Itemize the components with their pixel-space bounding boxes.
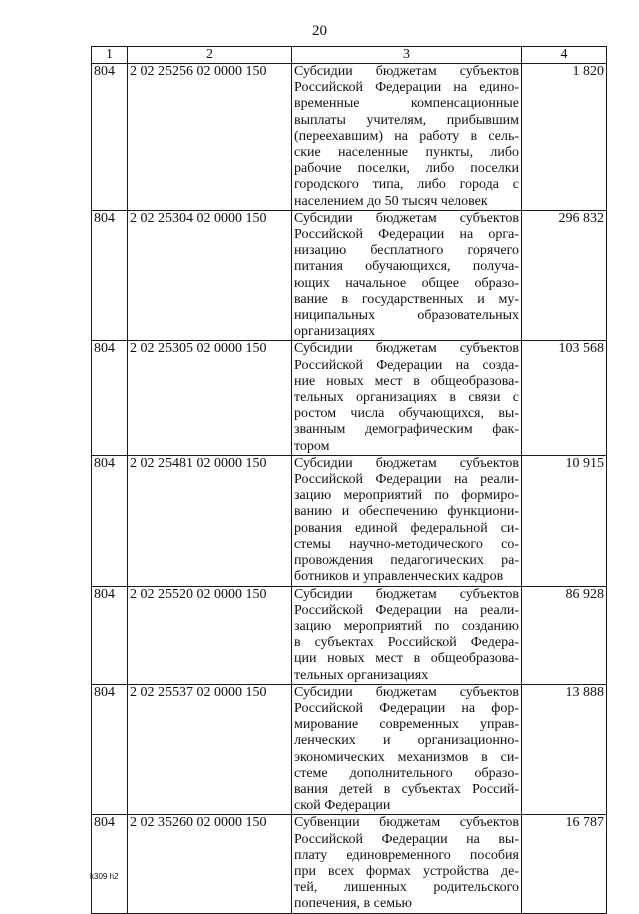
table-row (92, 815, 607, 913)
description-line: Субсидии бюджетам субъектов (294, 684, 519, 700)
admin-code-cell: 804 (92, 586, 128, 684)
description-line: Субсидии бюджетам субъектов (294, 586, 519, 602)
budget-revenue-table (91, 46, 607, 914)
description-line: Российской Федерации на реали- (294, 602, 519, 618)
description-line: Российской Федерации на вы- (294, 831, 519, 847)
description-line: временные компенсационные (294, 96, 519, 112)
amount-cell: 13 888 (522, 684, 607, 815)
description-line: питания обучающихся, получа- (294, 259, 519, 275)
description-line: званным демографическим фак- (294, 422, 519, 438)
description-line: Российской Федерации на реали- (294, 472, 519, 488)
revenue-description-cell (292, 210, 522, 341)
table-row (92, 586, 607, 684)
description-line: ванию и обеспечению функциони- (294, 504, 519, 520)
description-line: Российской Федерации на созда- (294, 357, 519, 373)
description-line: низацию бесплатного горячего (294, 243, 519, 259)
column-header-4: 4 (522, 47, 607, 64)
table-row (92, 210, 607, 341)
description-line: Субсидии бюджетам субъектов (294, 210, 519, 226)
description-line: Субсидии бюджетам субъектов (294, 64, 519, 79)
page-number: 20 (312, 23, 327, 39)
table-row (92, 684, 607, 815)
description-line: зацию мероприятий по формиро- (294, 488, 519, 504)
description-line: Субсидии бюджетам субъектов (294, 455, 519, 471)
description-line: ющих начальное общее образо- (294, 275, 519, 291)
admin-code-cell: 804 (92, 64, 128, 211)
description-line: ниципальных образовательных (294, 308, 519, 324)
amount-cell: 1 820 (522, 64, 607, 211)
budget-classification-code-cell: 2 02 25305 02 0000 150 (128, 341, 292, 455)
table-body (92, 64, 607, 914)
description-line: ской Федерации (294, 798, 391, 814)
description-line: Субсидии бюджетам субъектов (294, 341, 519, 357)
description-line: вания детей в субъектах Россий- (294, 781, 519, 797)
description-line: ские населенные пункты, либо (294, 145, 519, 161)
budget-classification-code-cell: 2 02 35260 02 0000 150 (128, 815, 292, 913)
description-line: организациях (294, 324, 376, 340)
admin-code-cell: 804 (92, 455, 128, 586)
description-line: городского типа, либо города с (294, 177, 519, 193)
description-line: (переехавшим) на работу в сель- (294, 128, 519, 144)
table-row (92, 64, 607, 211)
description-line: вание в государственных и му- (294, 291, 519, 307)
budget-classification-code-cell: 2 02 25520 02 0000 150 (128, 586, 292, 684)
description-line: населением до 50 тысяч человек (294, 193, 488, 209)
description-line: плату единовременного пособия (294, 847, 519, 863)
description-line: ции новых мест в общеобразова- (294, 651, 519, 667)
revenue-description-cell (292, 586, 522, 684)
column-header-3: 3 (292, 47, 522, 64)
document-footer-code: k309 h2 (90, 872, 119, 881)
table-row (92, 455, 607, 586)
description-line: тельных организациях в связи с (294, 390, 519, 406)
budget-classification-code-cell: 2 02 25537 02 0000 150 (128, 684, 292, 815)
amount-cell: 86 928 (522, 586, 607, 684)
description-line: ние новых мест в общеобразова- (294, 373, 519, 389)
description-line: провождения педагогических ра- (294, 553, 519, 569)
table-row (92, 341, 607, 455)
admin-code-cell: 804 (92, 815, 128, 913)
description-line: зацию мероприятий по созданию (294, 618, 519, 634)
table-header-row (92, 47, 607, 64)
amount-cell: 103 568 (522, 341, 607, 455)
revenue-description-cell (292, 341, 522, 455)
amount-cell: 16 787 (522, 815, 607, 913)
description-line: попечения, в семью (294, 896, 412, 912)
amount-cell: 10 915 (522, 455, 607, 586)
column-header-2: 2 (128, 47, 292, 64)
description-line: при всех формах устройства де- (294, 863, 519, 879)
description-line: выплаты учителям, прибывшим (294, 112, 519, 128)
admin-code-cell: 804 (92, 341, 128, 455)
admin-code-cell: 804 (92, 684, 128, 815)
description-line: стемы научно-методического со- (294, 536, 519, 552)
description-line: Российской Федерации на орга- (294, 227, 519, 243)
revenue-description-cell (292, 815, 522, 913)
description-line: Российской Федерации на едино- (294, 80, 519, 96)
description-line: ботников и управленческих кадров (294, 569, 504, 585)
amount-cell: 296 832 (522, 210, 607, 341)
budget-classification-code-cell: 2 02 25256 02 0000 150 (128, 64, 292, 211)
description-line: тельных организациях (294, 667, 429, 683)
description-line: ленческих и организационно- (294, 733, 519, 749)
description-line: тей, лишенных родительского (294, 880, 519, 896)
revenue-description-cell (292, 455, 522, 586)
revenue-description-cell (292, 684, 522, 815)
description-line: стеме дополнительного образо- (294, 765, 519, 781)
description-line: рабочие поселки, либо поселки (294, 161, 519, 177)
description-line: ростом числа обучающихся, вы- (294, 406, 519, 422)
budget-classification-code-cell: 2 02 25481 02 0000 150 (128, 455, 292, 586)
description-line: тором (294, 438, 330, 454)
description-line: мирование современных управ- (294, 717, 519, 733)
description-line: экономических механизмов в си- (294, 749, 519, 765)
description-line: рования единой федеральной си- (294, 520, 519, 536)
description-line: в субъектах Российской Федера- (294, 635, 519, 651)
description-line: Российской Федерации на фор- (294, 700, 519, 716)
budget-classification-code-cell: 2 02 25304 02 0000 150 (128, 210, 292, 341)
column-header-1: 1 (92, 47, 128, 64)
description-line: Субвенции бюджетам субъектов (294, 815, 519, 831)
admin-code-cell: 804 (92, 210, 128, 341)
revenue-description-cell (292, 64, 522, 211)
